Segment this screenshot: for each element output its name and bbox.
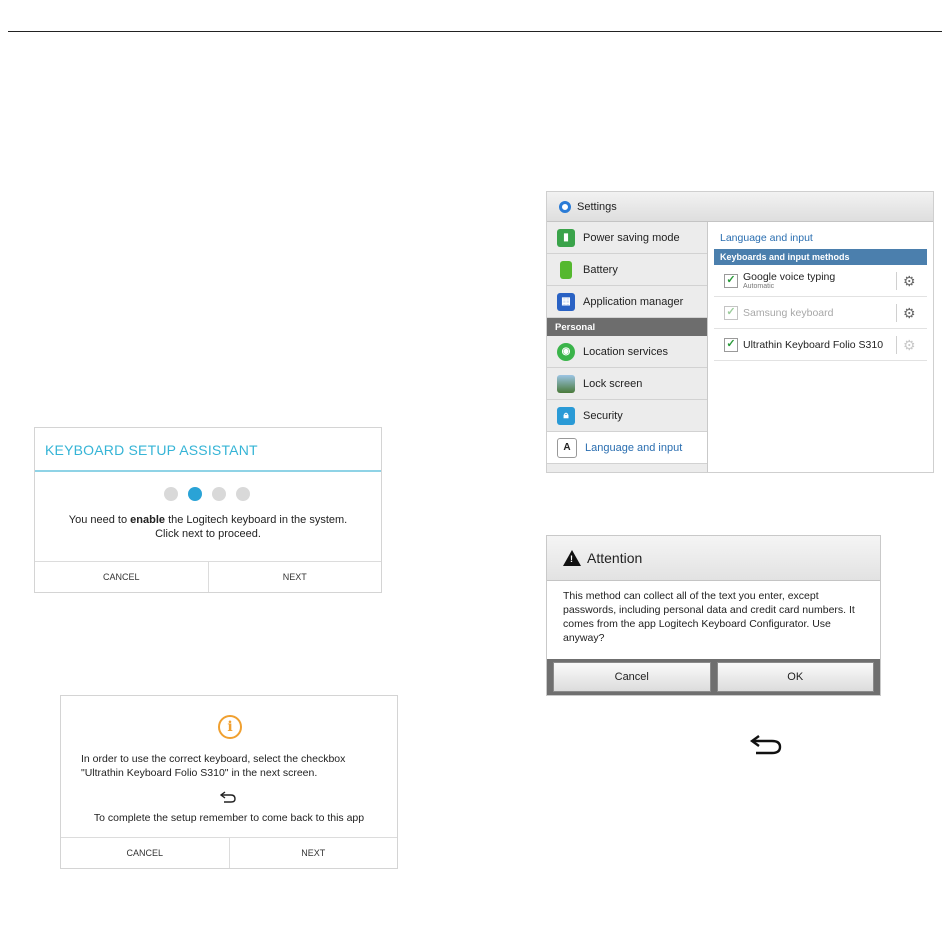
sidebar-item-label: Location services — [583, 345, 668, 358]
settings-detail — [707, 222, 933, 472]
message-line-2: Click next to proceed. — [155, 528, 261, 540]
sidebar-item-label: Application manager — [583, 295, 684, 308]
step-dot-1 — [164, 487, 178, 501]
back-arrow-icon — [220, 790, 238, 804]
keyboard-setup-dialog — [34, 427, 382, 593]
sidebar-item-power-saving[interactable] — [547, 222, 707, 254]
security-icon: 🔒︎ — [557, 407, 575, 425]
sidebar-item-lock-screen[interactable] — [547, 368, 707, 400]
apps-icon: ▦ — [557, 293, 575, 311]
message-text: You need to — [68, 514, 131, 526]
gear-icon[interactable]: ⚙ — [896, 272, 921, 290]
input-method-label: Samsung keyboard — [743, 306, 834, 319]
attention-buttons — [547, 659, 880, 695]
input-method-samsung[interactable] — [714, 297, 927, 329]
gear-icon[interactable]: ⚙ — [896, 336, 921, 354]
section-keyboards: Keyboards and input methods — [714, 249, 927, 265]
attention-body: This method can collect all of the text you enter, except passwords, including personal data and credit card numbers. It comes from the app Logitech Keyboard Configurator. Use anyway? — [563, 590, 855, 644]
input-method-ultrathin[interactable] — [714, 329, 927, 361]
step-dot-4 — [236, 487, 250, 501]
attention-dialog — [546, 535, 881, 696]
input-method-label: Google voice typing — [743, 271, 836, 283]
language-icon: A — [557, 438, 577, 458]
sidebar-item-label: Language and input — [585, 441, 683, 454]
step-dot-3 — [212, 487, 226, 501]
settings-sidebar — [547, 222, 707, 472]
settings-gear-icon — [559, 201, 571, 213]
message-text: the Logitech keyboard in the system. — [165, 514, 348, 526]
section-personal: Personal — [547, 318, 707, 336]
title-divider — [35, 470, 381, 472]
message-emphasis: enable — [130, 514, 166, 526]
info-line-1: In order to use the correct keyboard, select the checkbox — [81, 753, 346, 765]
location-icon: ◉ — [557, 343, 575, 361]
step-indicator — [164, 487, 250, 501]
lock-screen-icon — [557, 375, 575, 393]
ok-button[interactable]: OK — [717, 662, 875, 692]
settings-header — [547, 192, 933, 222]
dialog-title: KEYBOARD SETUP ASSISTANT — [45, 442, 258, 458]
sidebar-item-security[interactable] — [547, 400, 707, 432]
checkbox-checked-disabled: ✓ — [724, 306, 738, 320]
info-line-2: "Ultrathin Keyboard Folio S310" in the next screen. — [81, 767, 318, 779]
dialog-message — [35, 513, 381, 541]
top-rule — [8, 31, 942, 32]
dialog-buttons — [61, 837, 397, 868]
sidebar-item-battery[interactable] — [547, 254, 707, 286]
sidebar-item-label: Power saving mode — [583, 231, 680, 244]
sidebar-item-label: Battery — [583, 263, 618, 276]
checkbox-checked[interactable]: ✓ — [724, 274, 738, 288]
next-button[interactable]: NEXT — [208, 562, 382, 592]
gear-icon[interactable]: ⚙ — [896, 304, 921, 322]
battery-icon — [560, 261, 572, 279]
dialog-buttons — [35, 561, 381, 592]
cancel-button[interactable]: Cancel — [553, 662, 711, 692]
checkbox-checked[interactable]: ✓ — [724, 338, 738, 352]
settings-title: Settings — [577, 200, 617, 213]
attention-header — [547, 536, 880, 581]
back-arrow-icon — [750, 734, 784, 756]
settings-screen — [546, 191, 934, 473]
cancel-button[interactable]: CANCEL — [126, 848, 163, 858]
info-dialog — [60, 695, 398, 869]
info-text — [81, 752, 381, 780]
sidebar-item-application-manager[interactable] — [547, 286, 707, 318]
step-dot-2-active — [188, 487, 202, 501]
info-icon: i — [218, 715, 242, 739]
sidebar-item-label: Security — [583, 409, 623, 422]
sidebar-item-label: Lock screen — [583, 377, 643, 390]
attention-title: Attention — [587, 550, 643, 566]
input-method-label: Ultrathin Keyboard Folio S310 — [743, 338, 884, 351]
input-method-google-voice[interactable] — [714, 265, 927, 297]
next-button[interactable]: NEXT — [229, 838, 398, 868]
power-saving-icon: ▮ — [557, 229, 575, 247]
info-reminder: To complete the setup remember to come back to this app — [93, 812, 365, 824]
detail-title: Language and input — [720, 232, 813, 244]
input-method-sublabel: Automatic — [743, 283, 775, 290]
sidebar-item-location[interactable] — [547, 336, 707, 368]
cancel-button[interactable]: CANCEL — [102, 572, 140, 582]
warning-icon: ! — [563, 550, 581, 566]
sidebar-item-language-input[interactable] — [547, 432, 707, 464]
